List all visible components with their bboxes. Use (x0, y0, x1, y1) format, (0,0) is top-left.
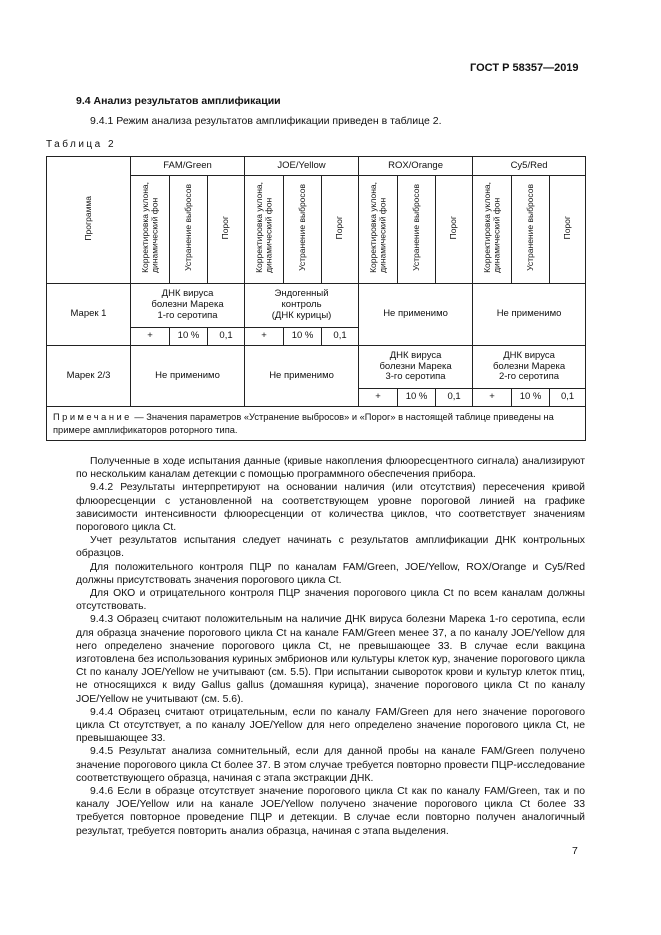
subheader-outlier: Устранение выбросов (512, 176, 550, 284)
subheader-outlier: Устранение выбросов (284, 176, 322, 284)
header-channel-cy5: Cy5/Red (473, 157, 586, 176)
page-number: 7 (572, 845, 578, 857)
subheader-threshold: Порог (550, 176, 586, 284)
cell-value: 10 % (170, 328, 208, 346)
subheader-threshold: Порог (208, 176, 245, 284)
note-label: Примечание (53, 412, 132, 422)
cell-value: 10 % (512, 389, 550, 407)
paragraph: Для ОКО и отрицательного контроля ПЦР значения порогового цикла Ct по всем каналам должны отсутствовать. (76, 588, 585, 613)
cell-joe-desc: Эндогенный контроль (ДНК курицы) (245, 284, 359, 328)
body-text (76, 455, 585, 838)
section-intro: 9.4.1 Режим анализа результатов амплификации приведен в таблице 2. (90, 115, 442, 127)
header-program: Программа (47, 157, 131, 284)
row-program-marek23: Марек 2/3 (47, 346, 131, 407)
cell-value: + (131, 328, 170, 346)
cell-cy5-desc: Не применимо (473, 284, 586, 346)
paragraph: 9.4.5 Результат анализа сомнительный, если для данной пробы на канале FAM/Green получено значение порогового цикла Ct более 37. В этом случае требуется повторно провести ПЦР-исследование соответствующего образца, начиная с этапа экстракции ДНК. (76, 746, 585, 784)
table-2 (46, 156, 586, 441)
cell-value: + (245, 328, 284, 346)
cell-value: 10 % (398, 389, 436, 407)
header-channel-joe: JOE/Yellow (245, 157, 359, 176)
cell-value: 0,1 (322, 328, 359, 346)
subheader-threshold: Порог (436, 176, 473, 284)
table-note (47, 407, 586, 441)
subheader-slope: Корректировка уклона, динамический фон (245, 176, 284, 284)
paragraph: Учет результатов испытания следует начинать с результатов амплификации ДНК контрольных образцов. (76, 535, 585, 560)
cell-value: 0,1 (550, 389, 586, 407)
header-channel-rox: ROX/Orange (359, 157, 473, 176)
cell-joe-desc: Не применимо (245, 346, 359, 407)
cell-value: 0,1 (436, 389, 473, 407)
cell-value: 10 % (284, 328, 322, 346)
header-channel-fam: FAM/Green (131, 157, 245, 176)
cell-value: 0,1 (208, 328, 245, 346)
paragraph: 9.4.6 Если в образце отсутствует значение порогового цикла Ct как по каналу FAM/Green, так и по каналу JOE/Yellow или на канале JOE/Yellow получено значение порогового цикла Ct более 33 требуется повторное проведение ПЦР и детекции. В случае если повторно получен аналогичный результат, требуется повторить анализ образца, начиная с этапа выделения. (76, 786, 585, 837)
subheader-slope: Корректировка уклона, динамический фон (131, 176, 170, 284)
note-text: — Значения параметров «Устранение выбросов» и «Порог» в настоящей таблице приведены на примере амплификаторов роторного типа. (53, 412, 554, 435)
paragraph: Полученные в ходе испытания данные (кривые накопления флюоресцентного сигнала) анализируют по нескольким каналам детекции с помощью программного обеспечения прибора. (76, 456, 585, 481)
row-program-marek1: Марек 1 (47, 284, 131, 346)
cell-value: + (359, 389, 398, 407)
subheader-slope: Корректировка уклона, динамический фон (473, 176, 512, 284)
cell-fam-desc: ДНК вируса болезни Марека 1-го серотипа (131, 284, 245, 328)
table-caption: Таблица 2 (46, 139, 117, 150)
paragraph: Для положительного контроля ПЦР по каналам FAM/Green, JOE/Yellow, ROX/Orange и Cy5/Red должны присутствовать значения порогового цикла Ct. (76, 561, 585, 586)
cell-cy5-desc: ДНК вируса болезни Марека 2-го серотипа (473, 346, 586, 389)
cell-fam-desc: Не применимо (131, 346, 245, 407)
paragraph: 9.4.2 Результаты интерпретируют на основании наличия (или отсутствия) пересечения кривой флюоресценции с установленной на соответствующем уровне пороговой линией на графике зависимости интенсивности флюоресценции от количества циклов, что соответствует значениям порогового цикла Ct. (76, 482, 585, 534)
cell-rox-desc: ДНК вируса болезни Марека 3-го серотипа (359, 346, 473, 389)
document-id: ГОСТ Р 58357—2019 (470, 62, 579, 74)
paragraph: 9.4.4 Образец считают отрицательным, если по каналу FAM/Green для него значение порогового цикла Ct отсутствует, а по каналу JOE/Yellow для него определено значение порогового цикла Ct, не превышающее 33. (76, 706, 585, 745)
subheader-threshold: Порог (322, 176, 359, 284)
section-title: 9.4 Анализ результатов амплификации (76, 95, 281, 107)
cell-rox-desc: Не применимо (359, 284, 473, 346)
subheader-outlier: Устранение выбросов (398, 176, 436, 284)
subheader-outlier: Устранение выбросов (170, 176, 208, 284)
cell-value: + (473, 389, 512, 407)
subheader-slope: Корректировка уклона, динамический фон (359, 176, 398, 284)
paragraph: 9.4.3 Образец считают положительным на наличие ДНК вируса болезни Марека 1-го серотипа, если для образца значение порогового цикла Ct на канале FAM/Green менее 37, а по каналу JOE/Yellow для него определено значение порогового цикла Ct, не превышающее 33. В случае если вакцина изготовлена без использования куриных эмбрионов или культуры клеток кур, значение порогового цикла Ct по каналу JOE/Yellow не учитывают (см. 5.5). При испытании сывороток крови и культур клеток птиц, не относящихся к виду Gallus gallus (домашняя курица), значение порогового цикла Ct по каналу JOE/Yellow не учитывают (см. 5.6). (76, 614, 585, 705)
